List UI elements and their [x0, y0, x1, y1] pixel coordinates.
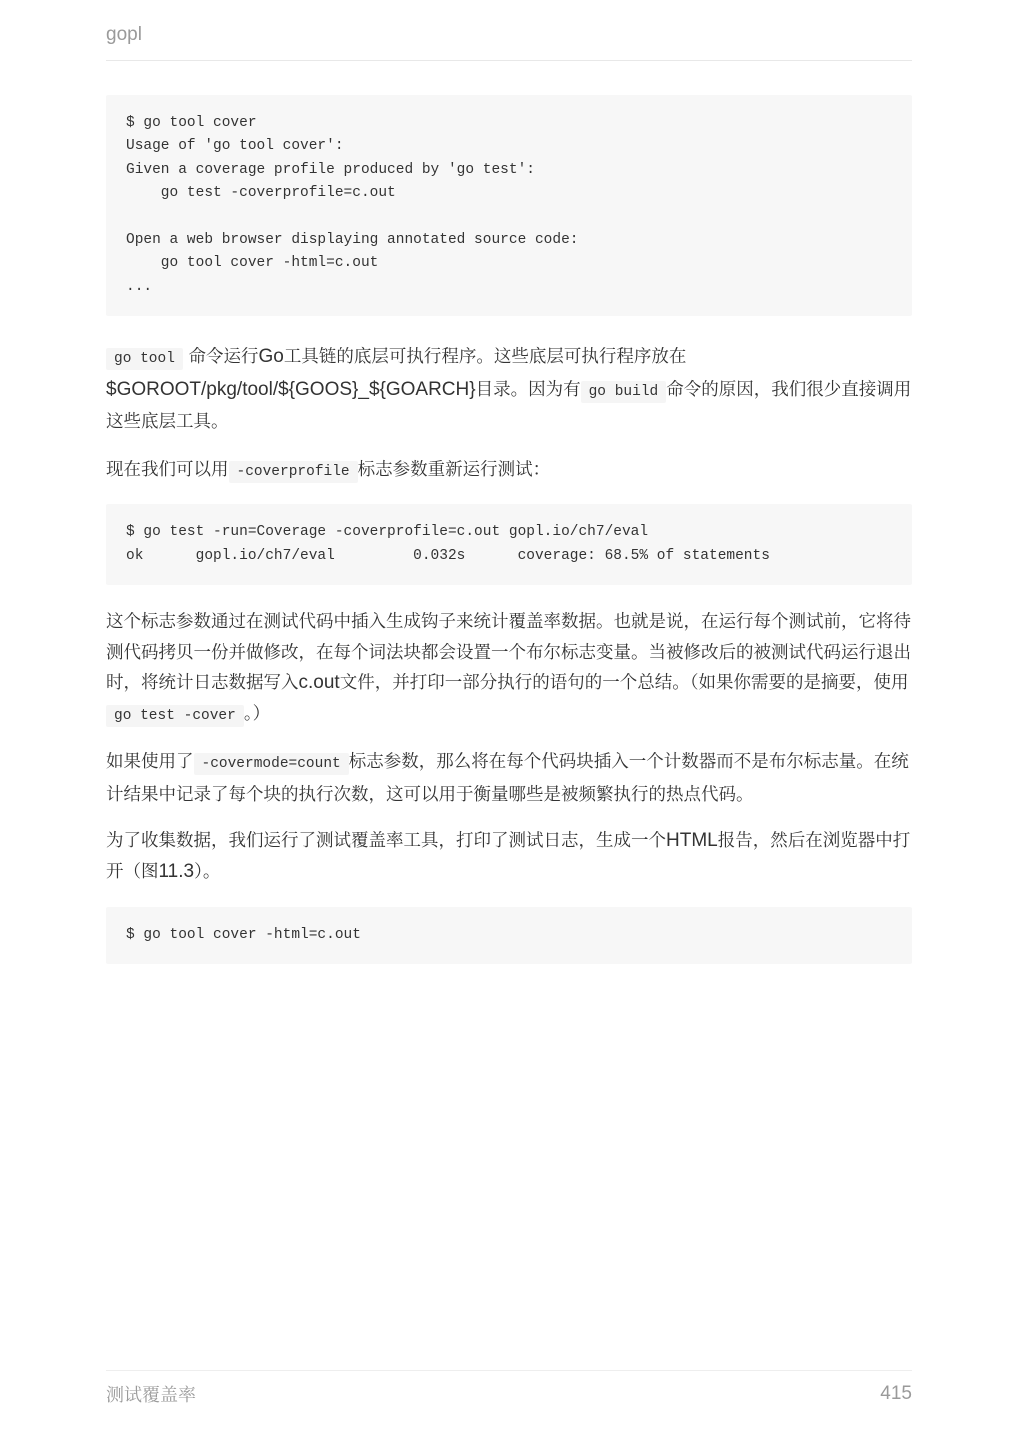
- page-header: [106, 22, 912, 61]
- text: 现在我们可以用: [106, 459, 229, 480]
- text-go: Go: [258, 346, 284, 368]
- code-block-go-test-run: $ go test -run=Coverage -coverprofile=c.out gopl.io/ch7/eval ok gopl.io/ch7/eval 0.032s coverage: 68.5% of statements: [106, 504, 912, 585]
- text: 文件，并打印一部分执行的语句的一个总结。（如果你需要的是摘要，使用: [339, 673, 909, 694]
- text-html: HTML: [666, 830, 718, 852]
- text: 。）: [243, 703, 271, 724]
- page-number: 415: [880, 1383, 912, 1404]
- paragraph-coverprofile: [106, 455, 912, 488]
- paragraph-covermode: [106, 747, 912, 810]
- inline-code-go-build: go build: [581, 381, 667, 403]
- text: 目录。因为有: [475, 379, 581, 400]
- text-goroot-path: $GOROOT/pkg/tool/${GOOS}_${GOARCH}: [106, 378, 476, 400]
- chapter-title: 测试覆盖率: [106, 1385, 196, 1406]
- text-c-out: c.out: [298, 672, 340, 694]
- inline-code-go-tool: go tool: [106, 348, 183, 370]
- text: 标志参数重新运行测试：: [357, 459, 551, 480]
- text: 工具链的底层可执行程序。这些底层可执行程序放在: [283, 347, 687, 368]
- text: 为了收集数据，我们运行了测试覆盖率工具，打印了测试日志，生成一个: [106, 831, 666, 852]
- text: 这个标志参数通过在测试代码中插入生成钩子来统计覆盖率数据。也就是说，在运行每个测试前，它将待测代码拷贝一份并做修改，在每个词法块都会设置一个布尔标志变量。当被修改后的被测试代码运行退出时，将统计日志数据写入: [106, 612, 911, 694]
- paragraph-go-tool: [106, 342, 912, 438]
- text-figure-ref: 11.3: [158, 860, 195, 882]
- code-block-cover-html: $ go tool cover -html=c.out: [106, 907, 912, 964]
- text: ）。: [194, 861, 221, 882]
- paragraph-html-report: [106, 826, 912, 887]
- code-block-go-tool-cover: $ go tool cover Usage of 'go tool cover': Given a coverage profile produced by 'go test': go test -coverprofile=c.out Open a web browser displaying annotated source code: go tool cover -html=c.out ...: [106, 95, 912, 316]
- page-footer: [106, 1370, 912, 1421]
- text: 命令运行: [182, 347, 259, 368]
- text: 报告，然后在浏览器中打开（图: [106, 831, 911, 882]
- inline-code-covermode-count: -covermode=count: [194, 753, 349, 775]
- page-content: [106, 95, 912, 964]
- paragraph-coverage-hooks: [106, 607, 912, 731]
- text: 如果使用了: [106, 752, 194, 773]
- text: 命令的原因，我们很少直接调用这些底层工具。: [106, 379, 912, 433]
- inline-code-go-test-cover: go test -cover: [106, 705, 244, 727]
- book-title: gopl: [106, 24, 142, 45]
- inline-code-coverprofile: -coverprofile: [229, 461, 358, 483]
- text: 标志参数，那么将在每个代码块插入一个计数器而不是布尔标志量。在统计结果中记录了每个块的执行次数，这可以用于衡量哪些是被频繁执行的热点代码。: [106, 752, 909, 805]
